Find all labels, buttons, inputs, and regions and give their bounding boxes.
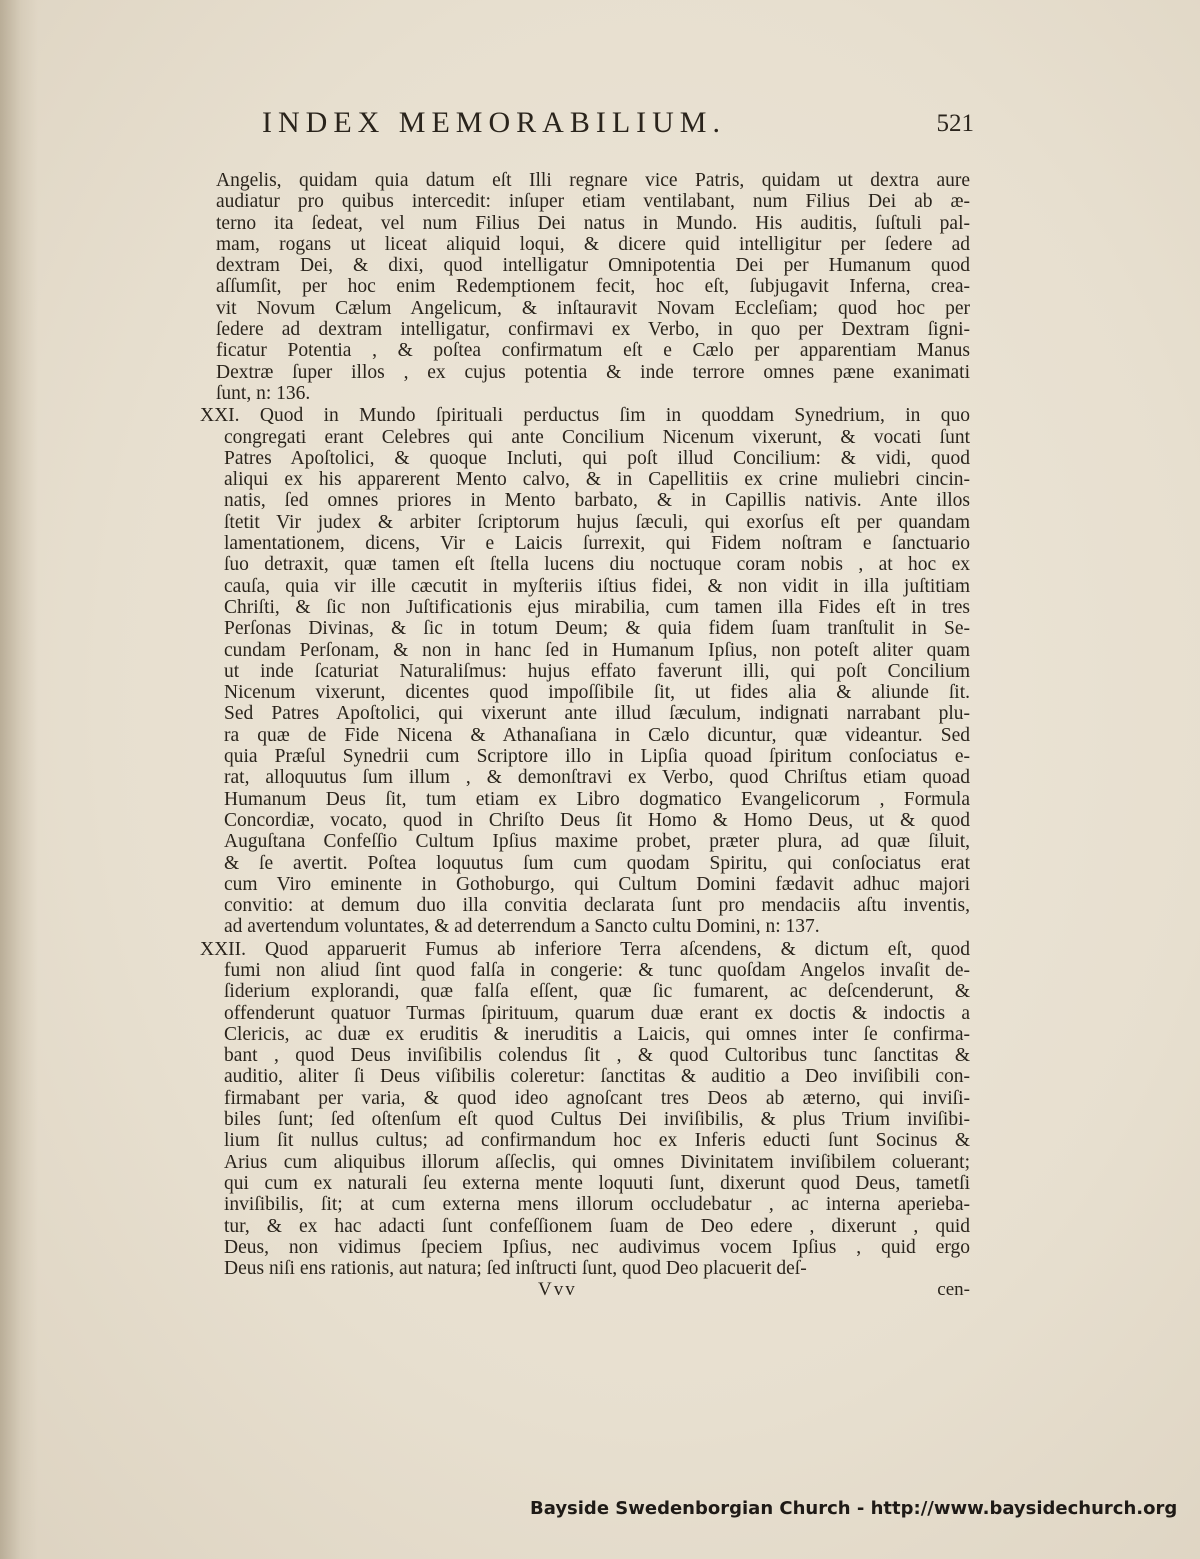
text-line: fumi non aliud ſint quod falſa in congerie: & tunc quoſdam Angelos invaſit de-	[224, 959, 970, 981]
text-line: Dextræ ſuper illos , ex cujus potentia & inde terrore omnes pæne exanimati	[216, 361, 970, 383]
text-line: ſedere ad dextram intelligatur, confirmavi ex Verbo, in quo per Dextram ſigni-	[216, 319, 970, 341]
text-line: offenderunt quatuor Turmas ſpirituum, quarum duæ erant ex doctis & indoctis a	[224, 1002, 970, 1024]
text-line: ſunt, n: 136.	[216, 382, 311, 404]
text-line: Perſonas Divinas, & ſic in totum Deum; & quia fidem ſuam tranſtulit in Se-	[224, 618, 970, 640]
body-text	[200, 170, 970, 1279]
text-line: terno ita ſedeat, vel num Filius Dei natus in Mundo. His auditis, ſuſtuli pal-	[216, 212, 970, 234]
text-line: firmabant per varia, & quod ideo agnoſcant tres Deos ab æterno, qui inviſi-	[224, 1087, 970, 1109]
text-line: rat, alloquutus ſum illum , & demonſtravi ex Verbo, quod Chriſtus etiam quoad	[224, 767, 970, 789]
text-line: dextram Dei, & dixi, quod intelligatur Omnipotentia Dei per Humanum quod	[216, 255, 970, 277]
text-line: lamentationem, dicens, Vir e Laicis ſurrexit, qui Fidem noſtram e ſanctuario	[224, 533, 970, 555]
text-line: Nicenum vixerunt, dicentes quod impoſſibile ſit, ut fides alia & aliunde ſit.	[224, 682, 970, 704]
entry-continuation	[200, 170, 970, 404]
text-line: ſtetit Vir judex & arbiter ſcriptorum hujus ſæculi, qui exorſus eſt per quandam	[224, 511, 970, 533]
text-line: Deus, non vidimus ſpeciem Ipſius, nec audivimus vocem Ipſius , quid ergo	[224, 1236, 970, 1258]
text-line: Patres Apoſtolici, & quoque Incluti, qui poſt illud Concilium: & vidi, quod	[224, 447, 970, 469]
text-line: & ſe avertit. Poſtea loquutus ſum cum quodam Spiritu, qui conſociatus erat	[224, 852, 970, 874]
text-line: XXII. Quod apparuerit Fumus ab inferiore Terra aſcendens, & dictum eſt, quod	[200, 938, 970, 960]
entry-xxi	[200, 405, 970, 937]
page-number: 521	[936, 110, 974, 137]
page-footer	[216, 1279, 970, 1303]
text-line: lium ſit nullus cultus; ad confirmandum hoc ex Inferis educti ſunt Socinus &	[224, 1130, 970, 1152]
signature-mark: Vvv	[538, 1279, 577, 1300]
text-line: quia Præſul Synedrii cum Scriptore illo in Lipſia quoad ſpiritum conſociatus e-	[224, 746, 970, 768]
text-line: XXI. Quod in Mundo ſpirituali perductus ſim in quoddam Synedrium, in quo	[200, 405, 970, 427]
text-line: ut inde ſcaturiat Naturaliſmus: hujus effato faverunt illi, qui poſt Concilium	[224, 660, 970, 682]
page-header	[262, 106, 974, 146]
text-line: congregati erant Celebres qui ante Concilium Nicenum vixerunt, & vocati ſunt	[224, 426, 970, 448]
text-line: Auguſtana Confeſſio Cultum Ipſius maxime probet, præter plura, ad quæ ſiluit,	[224, 831, 970, 853]
text-line: inviſibilis, ſit; at cum externa mens illorum occludebatur , ac interna aperieba-	[224, 1194, 970, 1216]
text-line: ſiderium explorandi, quæ falſa eſſent, quæ ſic fumarent, ac deſcenderunt, &	[224, 981, 970, 1003]
gutter-shadow	[0, 0, 38, 1559]
text-line: cum Viro eminente in Gothoburgo, qui Cultum Domini fædavit adhuc majori	[224, 873, 970, 895]
text-line: tur, & ex hac adacti ſunt confeſſionem ſuam de Deo edere , dixerunt , quid	[224, 1215, 970, 1237]
text-line: aſſumſit, per hoc enim Redemptionem fecit, hoc eſt, ſubjugavit Inferna, crea-	[216, 276, 970, 298]
text-line: Arius cum aliquibus illorum aſſeclis, qui omnes Divinitatem inviſibilem coluerant;	[224, 1151, 970, 1173]
text-line: ſuo detraxit, quæ tamen eſt ſtella lucens diu noctuque coram nobis , at hoc ex	[224, 554, 970, 576]
text-line: biles ſunt; ſed oſtenſum eſt quod Cultus Dei inviſibilis, & plus Trium inviſibi-	[224, 1109, 970, 1131]
catchword: cen-	[937, 1279, 970, 1300]
text-line: qui cum ex naturali ſeu externa mente loquuti ſunt, dixerunt quod Deus, tametſi	[224, 1172, 970, 1194]
text-line: Chriſti, & ſic non Juſtificationis ejus mirabilia, cum tamen illa Fides eſt in tres	[224, 596, 970, 618]
text-line: Clericis, ac duæ ex eruditis & ineruditis a Laicis, qui omnes inter ſe confirma-	[224, 1023, 970, 1045]
text-line: ficatur Potentia , & poſtea confirmatum eſt e Cælo per apparentiam Manus	[216, 340, 970, 362]
text-line: Concordiæ, vocato, quod in Chriſto Deus ſit Homo & Homo Deus, ut & quod	[224, 809, 970, 831]
text-line: aliqui ex his apparerent Mento calvo, & in Capellitiis ex crine muliebri cincin-	[224, 469, 970, 491]
text-line: Sed Patres Apoſtolici, qui vixerunt ante illud ſæculum, indignati narrabant plu-	[224, 703, 970, 725]
text-line: mam, rogans ut liceat aliquid loqui, & dicere quid intelligitur per ſedere ad	[216, 233, 970, 255]
text-line: Deus niſi ens rationis, aut natura; ſed inſtructi ſunt, quod Deo placuerit deſ-	[224, 1258, 807, 1280]
text-line: cundam Perſonam, & non in hanc ſed in Humanum Ipſius, non poteſt aliter quam	[224, 639, 970, 661]
text-line: convitio: at demum duo illa convitia declarata ſunt pro mendaciis aſtu inventis,	[224, 895, 970, 917]
text-line: ad avertendum voluntates, & ad deterrendum a Sancto cultu Domini, n: 137.	[224, 916, 820, 938]
text-line: natis, ſed omnes priores in Mento barbato, & in Capillis nativis. Ante illos	[224, 490, 970, 512]
watermark: Bayside Swedenborgian Church - http://www.baysidechurch.org	[530, 1498, 1178, 1519]
text-line: ra quæ de Fide Nicena & Athanaſiana in Cælo dicuntur, quæ videantur. Sed	[224, 724, 970, 746]
entry-xxii	[200, 939, 970, 1280]
text-line: bant , quod Deus inviſibilis colendus ſit , & quod Cultoribus tunc ſanctitas &	[224, 1045, 970, 1067]
text-line: auditio, aliter ſi Deus viſibilis coleretur: ſanctitas & auditio a Deo inviſibili con-	[224, 1066, 970, 1088]
text-line: audiatur pro quibus intercedit: inſuper etiam ventilabant, num Filius Dei ab æ-	[216, 191, 970, 213]
text-line: cauſa, quia vir ille cæcutit in myſteriis iſtius fidei, & non vidit in illa juſtitiam	[224, 575, 970, 597]
text-line: Humanum Deus ſit, tum etiam ex Libro dogmatico Evangelicorum , Formula	[224, 788, 970, 810]
text-line: vit Novum Cælum Angelicum, & inſtauravit Novam Eccleſiam; quod hoc per	[216, 297, 970, 319]
running-title: INDEX MEMORABILIUM.	[262, 106, 726, 139]
text-line: Angelis, quidam quia datum eſt Illi regnare vice Patris, quidam ut dextra aure	[216, 170, 970, 191]
